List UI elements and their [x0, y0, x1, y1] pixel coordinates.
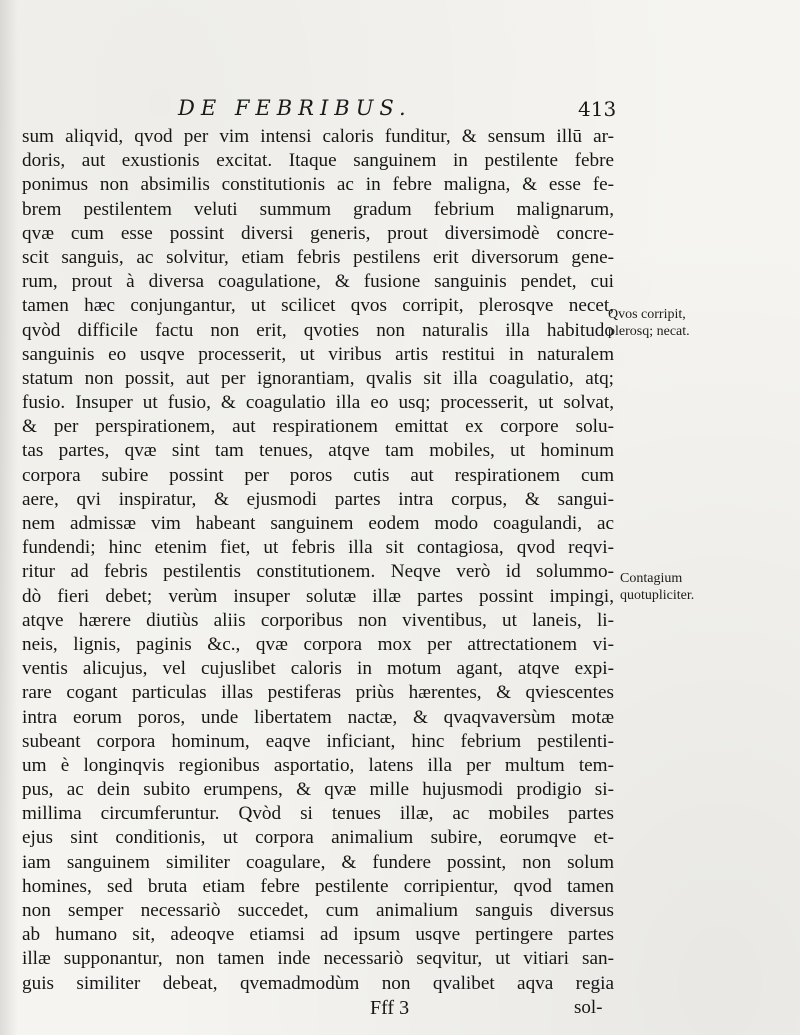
signature-mark: Fff 3	[370, 997, 410, 1019]
margin-note-line: Qvos corripit,	[608, 307, 686, 322]
text-line: atqve hærere diutiùs aliis corporibus non viventibus, ut laneis, li-	[22, 609, 614, 631]
text-line: tas partes, qvæ sint tam tenues, atqve tam mobiles, ut hominum	[22, 440, 614, 462]
text-line: qvæ cum esse possint diversi generis, prout diversimodè concre-	[22, 222, 614, 244]
running-title: DE FEBRIBUS.	[178, 96, 412, 120]
catchword: sol-	[574, 997, 603, 1018]
text-line: pus, ac dein subito erumpens, & qvæ mille hujusmodi prodigio si-	[22, 779, 614, 801]
body-text	[22, 125, 614, 996]
text-line: non semper necessariò succedet, cum animalium sanguis diversus	[22, 900, 614, 921]
text-line: ponimus non absimilis constitutionis ac in febre maligna, & esse fe-	[22, 174, 614, 196]
text-line: qvòd difficile factu non erit, qvoties non naturalis illa habitudo	[22, 319, 614, 341]
text-line: corpora subire possint per poros cutis aut respirationem cum	[22, 464, 614, 486]
margin-note-line: quotupliciter.	[620, 588, 695, 603]
text-line: guis similiter debeat, qvemadmodùm non qvalibet aqva regia	[22, 972, 614, 994]
text-line: fundendi; hinc etenim fiet, ut febris illa sit contagiosa, qvod reqvi-	[22, 537, 614, 559]
text-line: tamen hæc conjungantur, ut scilicet qvos corripit, plerosqve necet,	[22, 295, 614, 317]
text-line: neis, lignis, paginis &c., qvæ corpora mox per attrectationem vi-	[22, 633, 614, 655]
text-line: millima circumferuntur. Qvòd si tenues illæ, ac mobiles partes	[22, 803, 614, 825]
text-line: fusio. Insuper ut fusio, & coagulatio illa eo usq; processerit, ut solvat,	[22, 392, 614, 414]
text-line: brem pestilentem veluti summum gradum febrium malignarum,	[22, 198, 614, 220]
text-line: aere, qvi inspiratur, & ejusmodi partes intra corpus, & sangui-	[22, 488, 614, 510]
text-line: ventis alicujus, vel cujuslibet caloris in motum agant, atqve expi-	[22, 658, 614, 680]
margin-note-line: plerosq; necat.	[608, 324, 690, 339]
text-line: scit sanguis, ac solvitur, etiam febris pestilens erit diversorum gene-	[22, 246, 614, 268]
text-line: subeant corpora hominum, eaqve inficiant, hinc febrium pestilenti-	[22, 730, 614, 752]
text-line: ab humano sit, adeoqve etiamsi ad ipsum usqve pertingere partes	[22, 924, 614, 946]
text-line: sum aliqvid, qvod per vim intensi caloris funditur, & sensum illū ar-	[22, 126, 614, 147]
text-line: homines, sed bruta etiam febre pestilente corripientur, qvod tamen	[22, 875, 614, 897]
margin-note-line: Contagium	[620, 571, 683, 586]
margin-note-contagium	[620, 570, 694, 604]
text-line: ritur ad febris pestilentis constitutionem. Neqve verò id solummo-	[22, 561, 614, 583]
margin-note-qvos-corripit	[608, 306, 690, 340]
text-line: intra eorum poros, unde libertatem nactæ, & qvaqvaversùm motæ	[22, 706, 614, 728]
page-gutter-shadow	[0, 0, 18, 1035]
text-line: statum non possit, aut per ignorantiam, qvalis sit illa coagulatio, atq;	[22, 367, 614, 389]
text-line: illæ supponantur, non tamen inde necessariò seqvitur, ut vitiari san-	[22, 948, 614, 970]
text-line: sanguinis eo usqve processerit, ut viribus artis restitui in naturalem	[22, 343, 614, 365]
text-line: doris, aut exustionis excitat. Itaque sanguinem in pestilente febre	[22, 150, 614, 172]
text-line: iam sanguinem similiter coagulare, & fundere possint, non solum	[22, 851, 614, 873]
text-line: rum, prout à diversa coagulatione, & fusione sanguinis pendet, cui	[22, 271, 614, 293]
text-line: um è longinqvis regionibus asportatio, latens illa per multum tem-	[22, 754, 614, 776]
text-line: ejus sint conditionis, ut corpora animalium subire, eorumqve et-	[22, 827, 614, 849]
text-line: dò fieri debet; verùm insuper solutæ illæ partes possint impingi,	[22, 585, 614, 607]
text-line: rare cogant particulas illas pestiferas priùs hærentes, & qviescentes	[22, 682, 614, 704]
page-number: 413	[578, 97, 617, 121]
text-line: nem admissæ vim habeant sanguinem eodem modo coagulandi, ac	[22, 513, 614, 534]
text-line: & per perspirationem, aut respirationem emittat ex corpore solu-	[22, 416, 614, 438]
